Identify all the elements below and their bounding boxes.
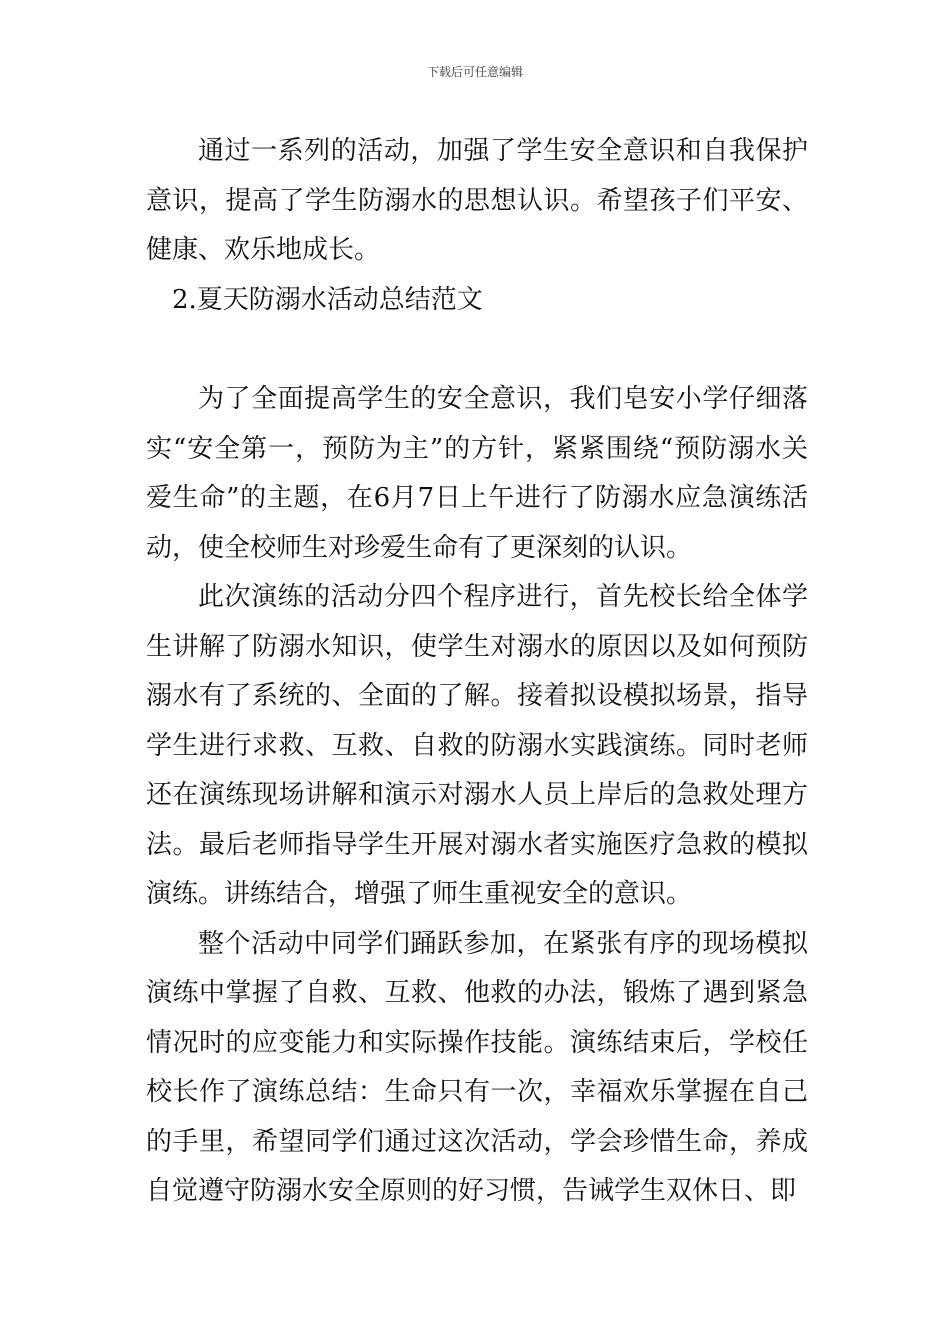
section-heading: 2.夏天防溺水活动总结范文 [172, 284, 483, 315]
blank-line [146, 325, 808, 375]
document-body [146, 127, 808, 1217]
paragraph-summary: 整个活动中同学们踊跃参加，在紧张有序的现场模拟演练中掌握了自救、互救、他救的办法，锻炼了遇到紧急情况时的应变能力和实际操作技能。演练结束后，学校任校长作了演练总结：生命只有一次，幸福欢乐掌握在自己的手里，希望同学们通过这次活动，学会珍惜生命，养成自觉遵守防溺水安全原则的好习惯，告诫学生双休日、即 [146, 928, 808, 1206]
page-header: 下载后可任意编辑 [426, 65, 523, 79]
paragraph-procedure: 此次演练的活动分四个程序进行，首先校长给全体学生讲解了防溺水知识，使学生对溺水的原因以及如何预防溺水有了系统的、全面的了解。接着拟设模拟场景，指导学生进行求救、互救、自救的防溺水实践演练。同时老师还在演练现场讲解和演示对溺水人员上岸后的急救处理方法。最后老师指导学生开展对溺水者实施医疗急救的模拟演练。讲练结合，增强了师生重视安全的意识。 [146, 582, 808, 909]
paragraph-intro: 为了全面提高学生的安全意识，我们皂安小学仔细落实“安全第一，预防为主”的方针，紧紧围绕“预防溺水关爱生命”的主题，在6月7日上午进行了防溺水应急演练活动，使全校师生对珍爱生命有了更深刻的认识。 [146, 384, 808, 563]
paragraph-conclusion: 通过一系列的活动，加强了学生安全意识和自我保护意识，提高了学生防溺水的思想认识。希望孩子们平安、健康、欢乐地成长。 [146, 136, 808, 265]
